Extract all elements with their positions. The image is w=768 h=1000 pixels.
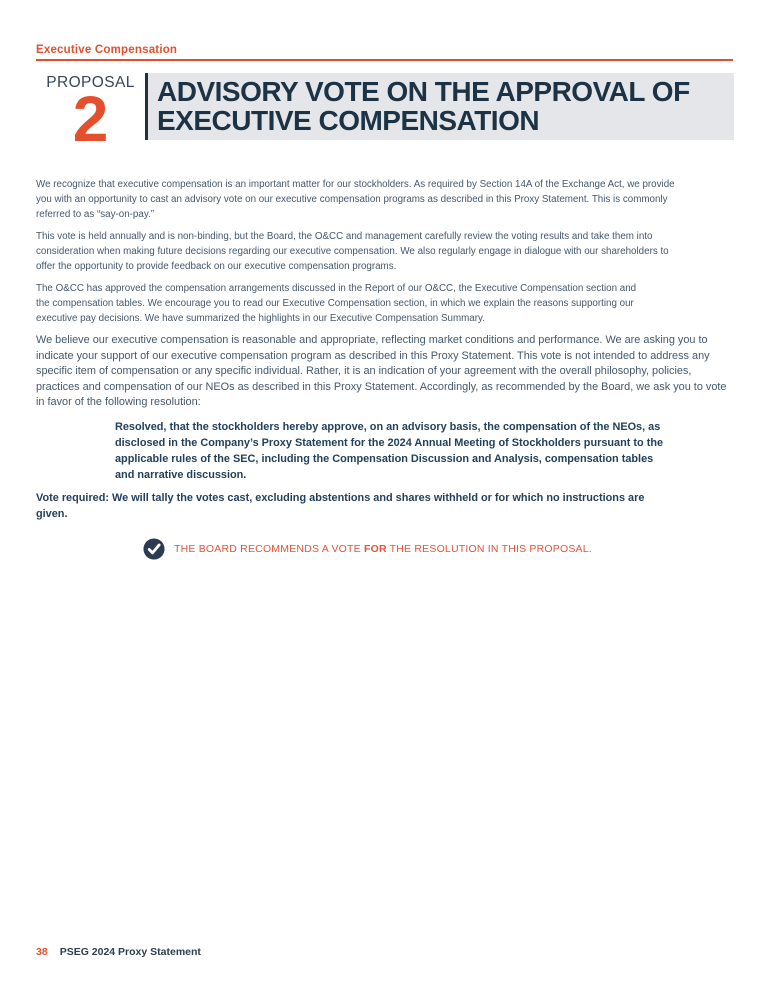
proposal-title-line-2: EXECUTIVE COMPENSATION [157,104,540,136]
recommendation-text-for: FOR [363,542,387,555]
paragraph-say-on-pay: We recognize that executive compensation is an important matter for our stockholders. As required by Section 14A of the Exchange Act, we provide you with an opportunity to cast an advisory vote on our executive compensation programs as described in this Proxy Statement. This is commonly referred to as “say-on-pay.” [36,179,675,220]
header-rule [36,59,733,61]
proposal-title-box [145,73,734,140]
paragraph-annual-vote: This vote is held annually and is non-binding, but the Board, the O&CC and management carefully review the voting results and take them into consideration when making future decisions regarding our executive compensation. We also regularly engage in dialogue with our shareholders to offer the opportunity to provide feedback on our executive compensation programs. [36,231,669,272]
paragraph-belief-statement: We believe our executive compensation is reasonable and appropriate, reflecting market conditions and performance. We are asking you to indicate your support of our executive compensation program as described in this Proxy Statement. This vote is not intended to address any specific item of compensation or any specific individual. Rather, it is an indication of your agreement with the overall philosophy, policies, practices and compensation of our NEOs as described in this Proxy Statement. Accordingly, as recommended by the Board, we ask you to vote in favor of the following resolution: [36,334,727,408]
page-number: 38 [36,946,48,958]
proposal-number: 2 [72,83,109,155]
paragraph-occ-approval: The O&CC has approved the compensation arrangements discussed in the Report of our O&CC, the Executive Compensation section and the compensation tables. We encourage you to read our Executive Compensation section, in which we explain the reasons supporting our executive pay decisions. We have summarized the highlights in our Executive Compensation Summary. [36,283,637,324]
board-recommendation-text [174,543,592,555]
proposal-badge [36,74,145,155]
vote-required-text: Vote required: We will tally the votes cast, excluding abstentions and shares withheld or for which no instructions are given. [36,491,645,520]
resolution-text: Resolved, that the stockholders hereby approve, on an advisory basis, the compensation of the NEOs, as disclosed in the Company’s Proxy Statement for the 2024 Annual Meeting of Stockholders pursuant to the applicable rules of the SEC, including the Compensation Discussion and Analysis, compensation tables and narrative discussion. [115,420,664,481]
footer-document-title: PSEG 2024 Proxy Statement [59,946,201,958]
section-label: Executive Compensation [36,44,178,56]
body-copy [36,177,737,560]
recommendation-text-pre: THE BOARD RECOMMENDS A VOTE [174,542,364,555]
check-circle-icon [143,538,165,560]
proposal-title-line-1: ADVISORY VOTE ON THE APPROVAL OF [157,76,690,107]
board-recommendation [143,538,737,560]
proposal-label: PROPOSAL [46,74,135,91]
recommendation-text-post: THE RESOLUTION IN THIS PROPOSAL. [386,542,592,555]
page-footer [36,946,201,958]
